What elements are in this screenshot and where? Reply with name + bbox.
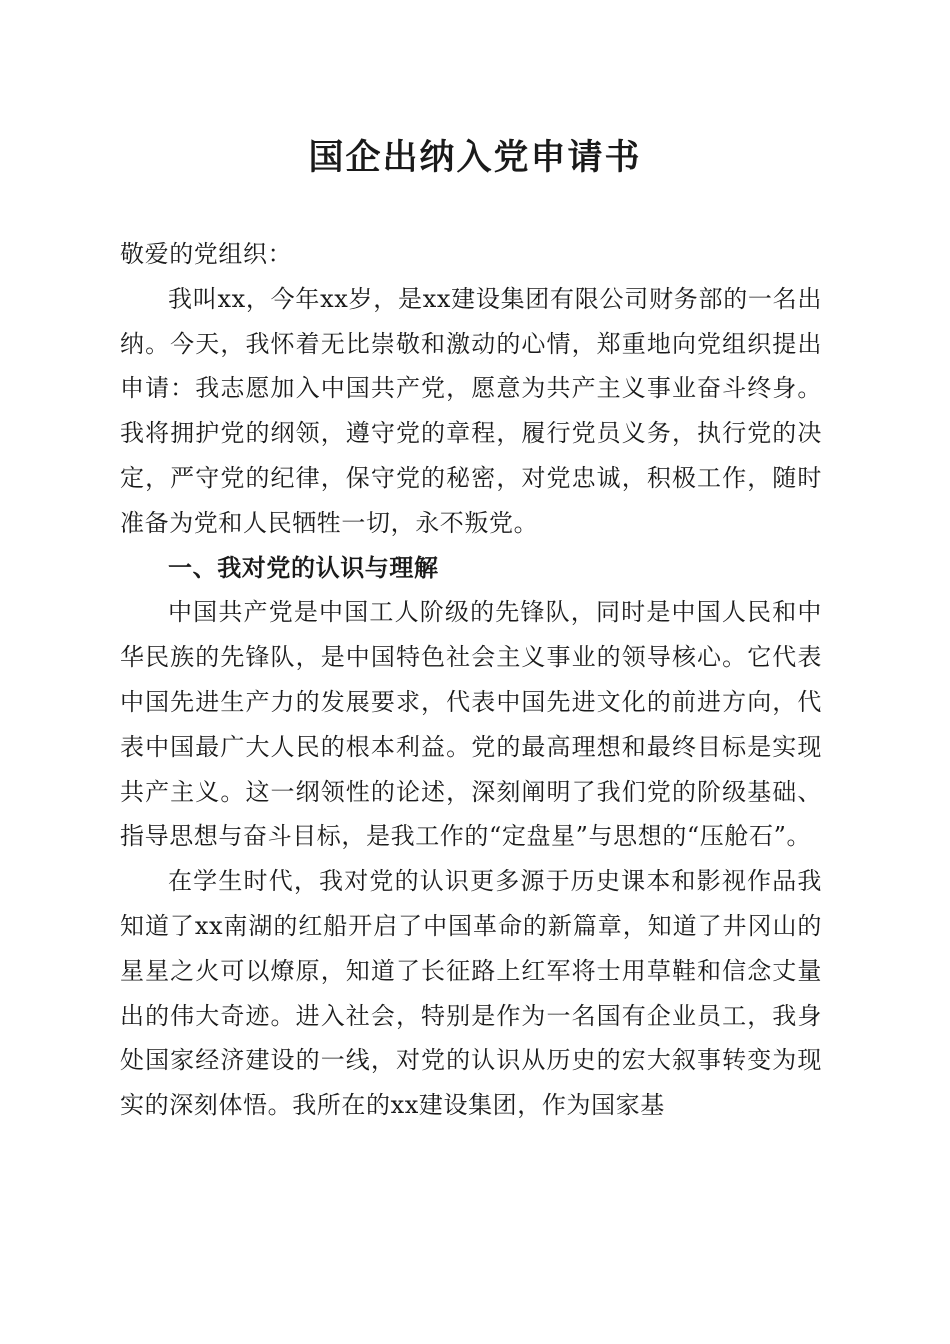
paragraph-party-understanding: 中国共产党是中国工人阶级的先锋队，同时是中国人民和中华民族的先锋队，是中国特色社会主义事业的领导核心。它代表中国先进生产力的发展要求，代表中国先进文化的前进方向，代表中国最广大人民的根本利益。党的最高理想和最终目标是实现共产主义。这一纲领性的论述，深刻阐明了我们党的阶级基础、指导思想与奋斗目标，是我工作的“定盘星”与思想的“压舱石”。	[120, 598, 822, 851]
document-body	[120, 232, 822, 1128]
section-heading: 一、我对党的认识与理解	[168, 553, 439, 582]
salutation: 敬爱的党组织：	[120, 240, 293, 268]
document-title: 国企出纳入党申请书	[308, 137, 642, 178]
paragraph-student-era: 在学生时代，我对党的认识更多源于历史课本和影视作品我知道了xx南湖的红船开启了中国革命的新篇章，知道了井冈山的星星之火可以燎原，知道了长征路上红军将士用草鞋和信念丈量出的伟大奇迹。进入社会，特别是作为一名国有企业员工，我身处国家经济建设的一线，对党的认识从历史的宏大叙事转变为现实的深刻体悟。我所在的xx建设集团，作为国家基	[120, 867, 822, 1120]
paragraph-intro: 我叫xx，今年xx岁，是xx建设集团有限公司财务部的一名出纳。今天，我怀着无比崇敬和激动的心情，郑重地向党组织提出申请：我志愿加入中国共产党，愿意为共产主义事业奋斗终身。我将拥护党的纲领，遵守党的章程，履行党员义务，执行党的决定，严守党的纪律，保守党的秘密，对党忠诚，积极工作，随时准备为党和人民牺牲一切，永不叛党。	[120, 284, 822, 537]
